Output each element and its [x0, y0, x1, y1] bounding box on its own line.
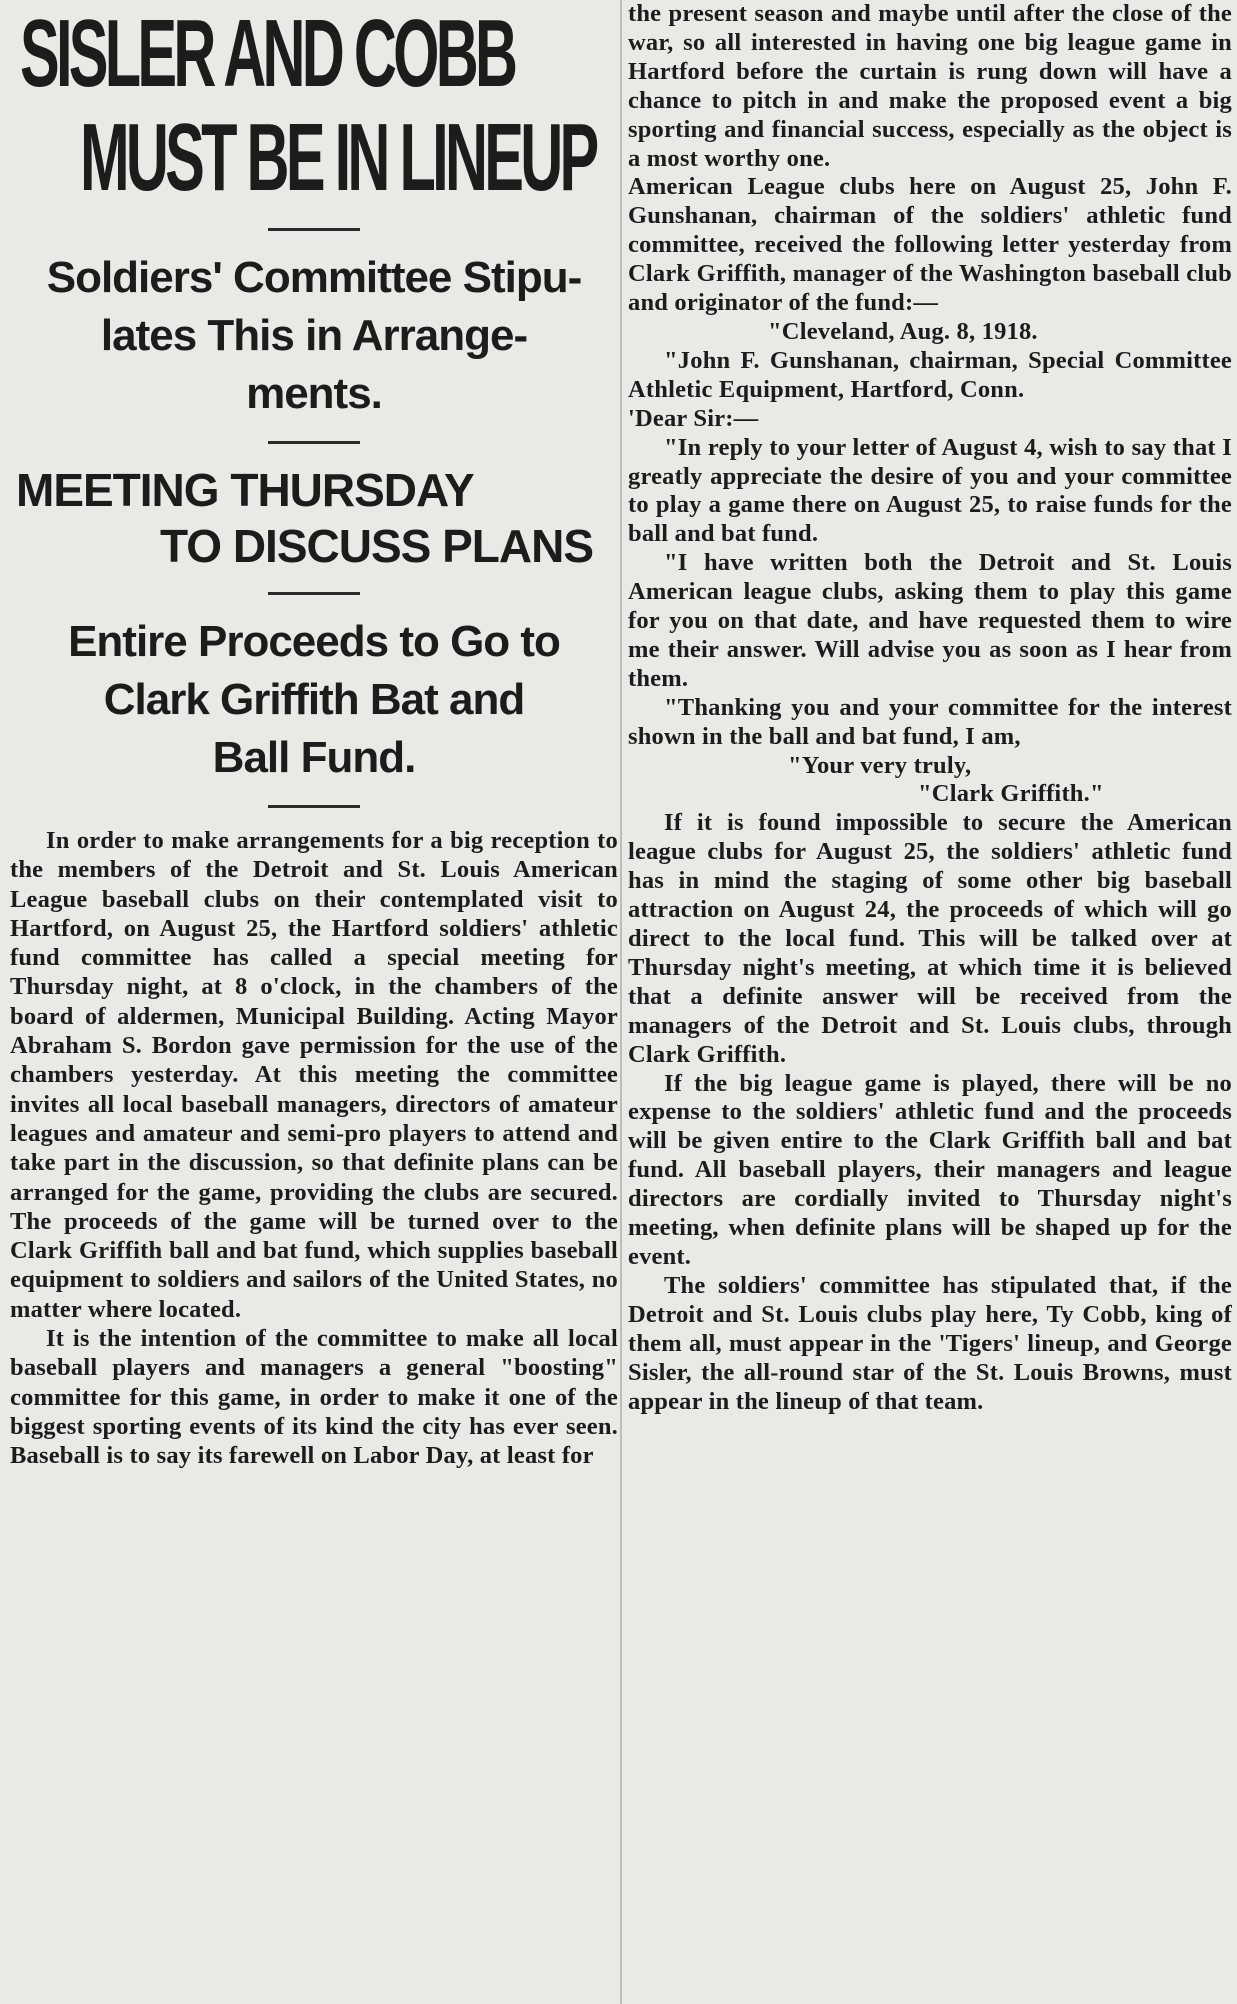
- divider: [268, 228, 360, 231]
- article-paragraph: If the big league game is played, there will be no expense to the soldiers' athletic fund and the proceeds will be given entire to the Clark Griffith ball and bat fund. All baseball players, their managers and league directors are cordially invited to Thursday night's meeting, when definite plans will be shaped up for the event.: [628, 1069, 1232, 1270]
- article-paragraph: The soldiers' committee has stipulated that, if the Detroit and St. Louis clubs play here, Ty Cobb, king of them all, must appear in the 'Tigers' lineup, and George Sisler, the all-round star of the St. Louis Browns, must appear in the lineup of that team.: [628, 1271, 1232, 1415]
- deck-1-line-3: ments.: [246, 369, 382, 418]
- letter-address: "John F. Gunshanan, chairman, Special Committee Athletic Equipment, Hartford, Conn.: [628, 346, 1232, 403]
- divider: [268, 592, 360, 595]
- divider: [268, 441, 360, 444]
- left-column: [10, 0, 618, 2004]
- headline-line-2: MUST BE IN LINEUP: [80, 104, 596, 211]
- divider: [268, 805, 360, 808]
- letter-paragraph: "Thanking you and your committee for the interest shown in the ball and bat fund, I am,: [628, 693, 1232, 750]
- article-paragraph: In order to make arrangements for a big reception to the members of the Detroit and St. Louis American League baseball clubs on their contemplated visit to Hartford, on August 25, the Hartford soldiers' athletic fund committee has called a special meeting for Thursday night, at 8 o'clock, in the chambers of the board of aldermen, Municipal Building. Acting Mayor Abraham S. Bordon gave permission for the use of the chambers yesterday. At this meeting the committee invites all local baseball managers, directors of amateur leagues and amateur and semi-pro players to attend and take part in the discussion, so that definite plans can be arranged for the game, providing the clubs are secured. The proceeds of the game will be turned over to the Clark Griffith ball and bat fund, which supplies baseball equipment to soldiers and sailors of the United States, no matter where located.: [10, 827, 618, 1323]
- right-column: [628, 0, 1232, 2004]
- letter-paragraph: "I have written both the Detroit and St. Louis American league clubs, asking them to play this game for you on that date, and have requested them to wire me their answer. Will advise you as soon as I hear from them.: [628, 549, 1232, 692]
- deck-2-line-2: Clark Griffith Bat and: [103, 675, 525, 724]
- column-rule: [620, 0, 622, 2004]
- letter-salutation: 'Dear Sir:—: [628, 404, 759, 432]
- subhead-line-1: MEETING THURSDAY: [16, 464, 474, 516]
- article-paragraph: It is the intention of the committee to make all local baseball players and managers a general "boosting" committee for this game, in order to make it one of the biggest sporting events of its kind the city has ever seen. Baseball is to say its farewell on Labor Day, at least for: [10, 1325, 618, 1470]
- article-paragraph: American League clubs here on August 25, John F. Gunshanan, chairman of the soldiers' athletic fund committee, received the following letter yesterday from Clark Griffith, manager of the Washington baseball club and originator of the fund:—: [628, 173, 1232, 317]
- letter-paragraph: "In reply to your letter of August 4, wish to say that I greatly appreciate the desire of you and your committee to play a game there on August 25, to raise funds for the ball and bat fund.: [628, 433, 1232, 548]
- deck-1-line-2: lates This in Arrange-: [100, 311, 528, 360]
- article-paragraph: If it is found impossible to secure the American league clubs for August 25, the soldiers' athletic fund has in mind the staging of some other big baseball attraction on August 24, the proceeds of which will go direct to the local fund. This will be talked over at Thursday night's meeting, at which time it is believed that a definite answer will be received from the managers of the Detroit and St. Louis clubs, through Clark Griffith.: [628, 809, 1232, 1068]
- deck-2-line-3: Ball Fund.: [212, 733, 416, 782]
- deck-1-line-1: Soldiers' Committee Stipu-: [46, 253, 582, 302]
- letter-signature: "Clark Griffith.": [918, 780, 1104, 808]
- deck-2-line-1: Entire Proceeds to Go to: [68, 617, 560, 666]
- subhead-line-2: TO DISCUSS PLANS: [160, 520, 593, 572]
- article-paragraph: the present season and maybe until after the close of the war, so all interested in having one big league game in Hartford before the curtain is rung down will have a chance to pitch in and make the proposed event a big sporting and financial success, especially as the object is a most worthy one.: [628, 0, 1232, 172]
- letter-closing: "Your very truly,: [788, 751, 972, 779]
- headline-line-1: SISLER AND COBB: [20, 0, 515, 107]
- letter-dateline: "Cleveland, Aug. 8, 1918.: [768, 317, 1038, 345]
